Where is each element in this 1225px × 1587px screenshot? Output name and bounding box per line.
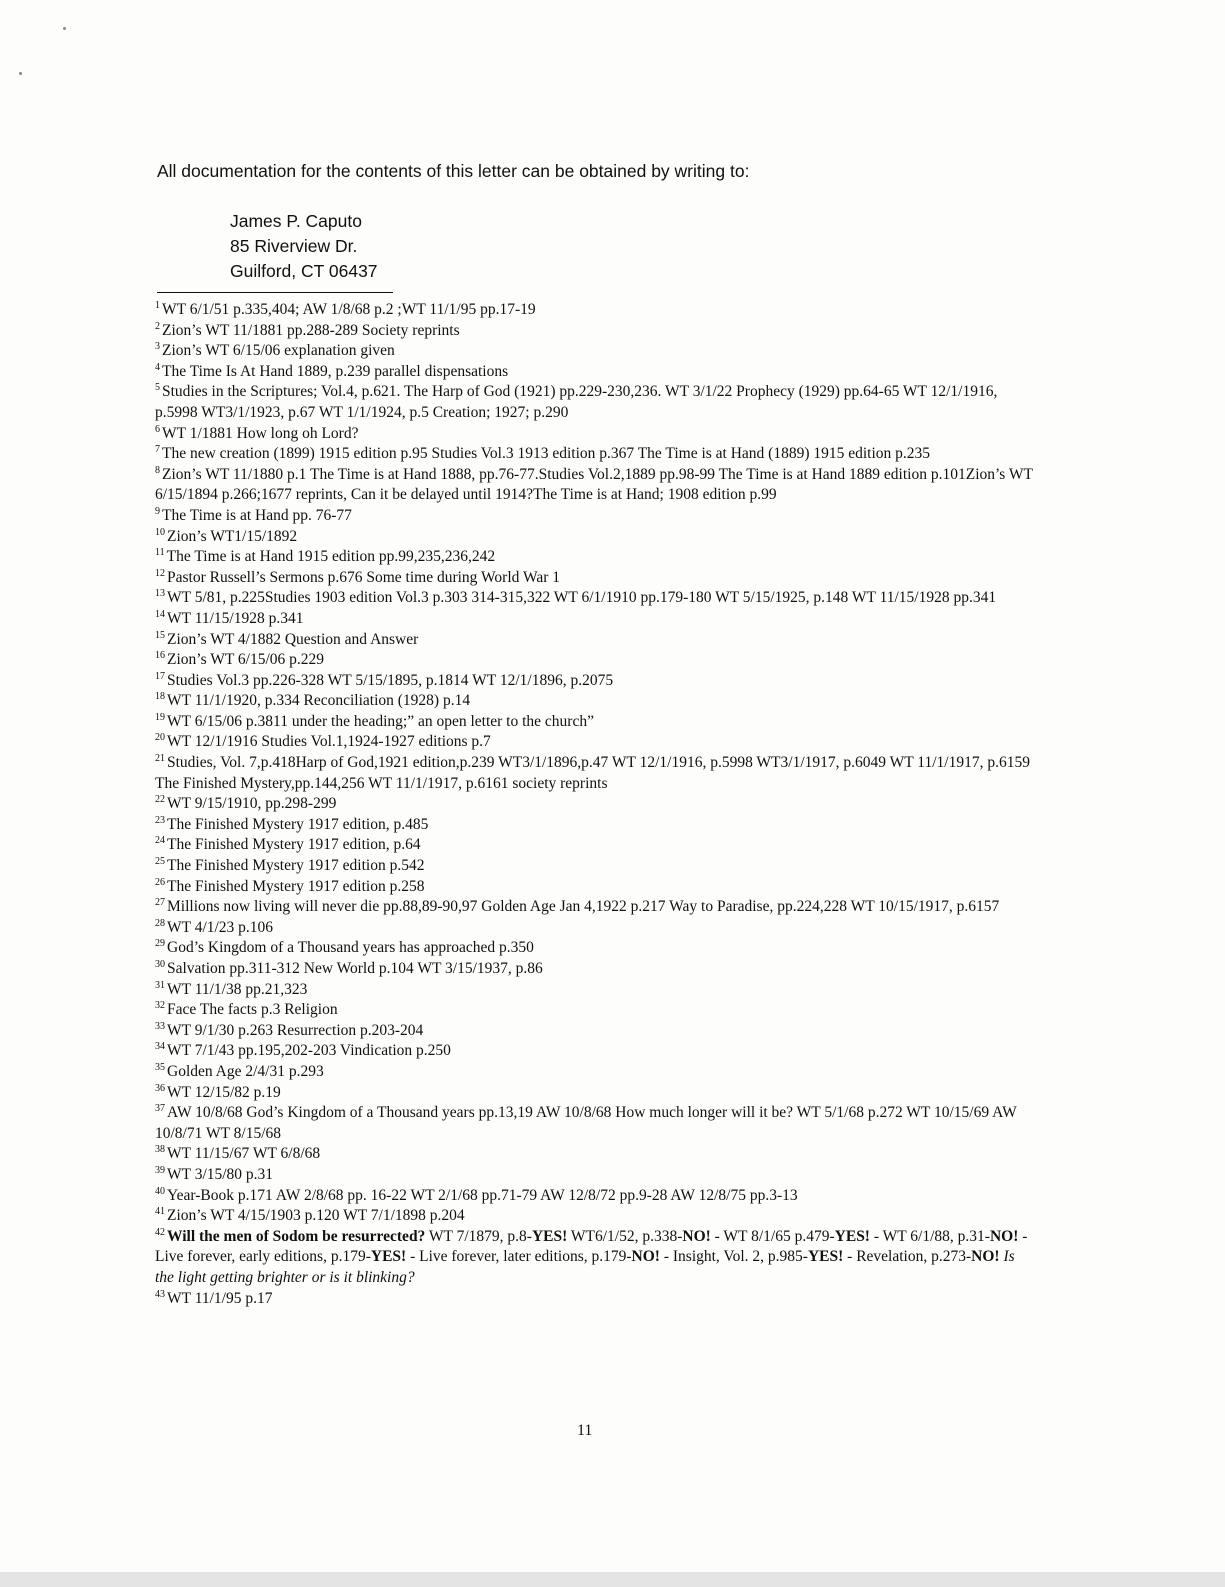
- footnote-item: [155, 1206, 1035, 1227]
- footnote-number: 14: [155, 608, 165, 620]
- footnote-text: Face The facts p.3 Religion: [167, 1001, 338, 1019]
- footnote-item: [155, 1083, 1035, 1104]
- scan-speck: [63, 27, 66, 30]
- footnote-number: 27: [155, 897, 165, 909]
- footnote-number: 5: [155, 382, 160, 394]
- footnote-number: 16: [155, 650, 165, 662]
- footnote-text: Zion’s WT 11/1881 pp.288-289 Society reprints: [162, 321, 460, 339]
- footnote-number: 39: [155, 1164, 165, 1176]
- footnote-item: [155, 856, 1035, 877]
- footnote-number: 34: [155, 1041, 165, 1053]
- footnote-number: 15: [155, 629, 165, 641]
- footnote-item: [155, 938, 1035, 959]
- footnote-text: Studies Vol.3 pp.226-328 WT 5/15/1895, p.1814 WT 12/1/1896, p.2075: [167, 671, 614, 689]
- footnote-item: [155, 609, 1035, 630]
- footnote-item: [155, 300, 1035, 321]
- footnote-text: WT 9/15/1910, pp.298-299: [167, 795, 337, 813]
- footnote-number: 22: [155, 794, 165, 806]
- footnote-text: The Finished Mystery 1917 edition, p.64: [167, 836, 421, 854]
- footnote-item: [155, 1000, 1035, 1021]
- footnote-list: [155, 300, 1035, 1309]
- footnote-text: WT 12/15/82 p.19: [167, 1083, 281, 1101]
- footnote-text: Millions now living will never die pp.88,89-90,97 Golden Age Jan 4,1922 p.217 Way to Paradise, pp.224,228 WT 10/15/1917, p.6157: [167, 898, 1000, 916]
- footnote-item: [155, 547, 1035, 568]
- footnote-separator: [157, 292, 393, 293]
- footnote-text: WT6/1/52, p.338-: [567, 1227, 683, 1245]
- address-city: Guilford, CT 06437: [230, 261, 378, 281]
- footnote-number: 9: [155, 505, 160, 517]
- footnote-item: [155, 712, 1035, 733]
- footnote-text: WT 6/15/06 p.3811 under the heading;” an open letter to the church”: [167, 712, 594, 730]
- footnote-text: The Time is at Hand pp. 76-77: [162, 506, 352, 524]
- footnote-item: [155, 444, 1035, 465]
- footnote-text: AW 10/8/68 God’s Kingdom of a Thousand years pp.13,19 AW 10/8/68 How much longer will it be? WT 5/1/68 p.272 WT 10/15/69 AW 10/8/71 WT 8/15/68: [155, 1104, 1017, 1142]
- footnote-text: WT 6/1/51 p.335,404; AW 1/8/68 p.2 ;WT 11/1/95 pp.17-19: [162, 301, 536, 318]
- footnote-text: The Finished Mystery 1917 edition p.542: [167, 857, 425, 875]
- footnote-text: WT 4/1/23 p.106: [167, 918, 274, 936]
- footnote-number: 41: [155, 1206, 165, 1218]
- footnote-text: Pastor Russell’s Sermons p.676 Some time during World War 1: [167, 568, 561, 586]
- footnote-text: NO!: [682, 1227, 711, 1245]
- page-number: 11: [577, 1422, 593, 1439]
- footnote-item: [155, 1041, 1035, 1062]
- footnote-number: 17: [155, 670, 165, 682]
- footnote-text: WT 11/15/67 WT 6/8/68: [167, 1145, 321, 1163]
- footnote-item: [155, 877, 1035, 898]
- address-street: 85 Riverview Dr.: [230, 236, 358, 256]
- footnote-item: [155, 568, 1035, 589]
- footnote-item: [155, 362, 1035, 383]
- footnote-item: [155, 980, 1035, 1001]
- footnote-item: [155, 1103, 1035, 1144]
- footnote-number: 19: [155, 711, 165, 723]
- footnote-item: [155, 1144, 1035, 1165]
- footnote-text: NO!: [631, 1248, 660, 1266]
- footnote-text: Salvation pp.311-312 New World p.104 WT 3/15/1937, p.86: [167, 960, 543, 977]
- scan-speck: [19, 72, 22, 75]
- footnote-item: [155, 897, 1035, 918]
- scan-bottom-edge: [0, 1572, 1225, 1587]
- footnote-number: 7: [155, 444, 160, 456]
- footnote-text: WT 11/1/38 pp.21,323: [167, 980, 308, 998]
- footnote-text: Zion’s WT1/15/1892: [167, 527, 298, 545]
- address-name: James P. Caputo: [230, 211, 362, 231]
- footnote-text: - Live forever, later editions, p.179-: [406, 1248, 632, 1266]
- footnote-number: 8: [155, 464, 160, 476]
- footnote-text: The new creation (1899) 1915 edition p.95 Studies Vol.3 1913 edition p.367 The Time is at Hand (1889) 1915 edition p.235: [162, 445, 931, 463]
- footnote-text: WT 1/1881 How long oh Lord?: [162, 424, 359, 442]
- footnote-item: [155, 341, 1035, 362]
- footnote-text: Golden Age 2/4/31 p.293: [167, 1062, 324, 1080]
- footnote-number: 35: [155, 1061, 165, 1073]
- footnote-number: 38: [155, 1144, 165, 1156]
- mailing-address: [230, 209, 378, 284]
- footnote-number: 25: [155, 856, 165, 868]
- footnote-number: 40: [155, 1185, 165, 1197]
- footnote-text: Zion’s WT 4/1882 Question and Answer: [167, 630, 419, 648]
- footnote-item: [155, 1186, 1035, 1207]
- footnote-text: WT 7/1879, p.8-: [425, 1227, 532, 1245]
- footnote-text: NO!: [971, 1248, 1000, 1266]
- footnote-item: [155, 1289, 1035, 1310]
- intro-text: All documentation for the contents of this letter can be obtained by writing to:: [157, 161, 750, 181]
- footnote-number: 33: [155, 1020, 165, 1032]
- footnote-item: [155, 321, 1035, 342]
- footnote-text: YES!: [807, 1248, 844, 1266]
- footnote-text: YES!: [370, 1248, 407, 1266]
- footnote-item: [155, 918, 1035, 939]
- footnote-number: 10: [155, 526, 165, 538]
- footnote-item: [155, 382, 1035, 423]
- footnote-number: 2: [155, 320, 160, 332]
- footnote-item: [155, 506, 1035, 527]
- footnote-item: [155, 1062, 1035, 1083]
- footnote-number: 20: [155, 732, 165, 744]
- footnote-item: [155, 794, 1035, 815]
- footnote-item: [155, 691, 1035, 712]
- footnote-text: Studies in the Scriptures; Vol.4, p.621. The Harp of God (1921) pp.229-230,236. WT 3/1/22 Prophecy (1929) pp.64-65 WT 12/1/1916, p.5998 WT3/1/1923, p.67 WT 1/1/1924, p.5 Creation; 1927; p.290: [155, 383, 998, 421]
- footnote-item: [155, 732, 1035, 753]
- footnote-item: [155, 753, 1035, 794]
- footnote-text: The Finished Mystery 1917 edition, p.485: [167, 815, 429, 833]
- footnote-number: 23: [155, 814, 165, 826]
- footnote-item: [155, 650, 1035, 671]
- footnote-text: The Time is at Hand 1915 edition pp.99,235,236,242: [166, 548, 496, 566]
- footnote-text: - WT 6/1/88, p.31-: [869, 1227, 990, 1245]
- footnote-item: [155, 1021, 1035, 1042]
- footnote-text: - Revelation, p.273-: [843, 1248, 972, 1266]
- footnote-text: WT 5/81, p.225Studies 1903 edition Vol.3 p.303 314-315,322 WT 6/1/1910 pp.179-180 WT 5/15/1925, p.148 WT 11/15/1928 pp.341: [167, 589, 997, 607]
- footnote-text: Zion’s WT 6/15/06 explanation given: [162, 342, 395, 360]
- footnote-number: 42: [155, 1226, 165, 1238]
- footnote-number: 11: [155, 547, 165, 559]
- footnote-text: WT 3/15/80 p.31: [167, 1165, 274, 1183]
- footnote-number: 26: [155, 876, 165, 888]
- footnote-number: 24: [155, 835, 165, 847]
- footnote-text: - Live forever, early editions, p.179-: [155, 1227, 1028, 1266]
- footnote-number: 43: [155, 1288, 165, 1300]
- footnote-text: WT 12/1/1916 Studies Vol.1,1924-1927 editions p.7: [167, 733, 491, 751]
- footnote-item: [155, 815, 1035, 836]
- footnote-text: Year-Book p.171 AW 2/8/68 pp. 16-22 WT 2/1/68 pp.71-79 AW 12/8/72 pp.9-28 AW 12/8/75 pp.3-13: [167, 1186, 798, 1204]
- footnote-text: The Finished Mystery 1917 edition p.258: [167, 877, 425, 895]
- footnote-text: Zion’s WT 11/1880 p.1 The Time is at Hand 1888, pp.76-77.Studies Vol.2,1889 pp.98-99 The Time is at Hand 1889 edition p.101Zion’s WT 6/15/1894 p.266;1677 reprints, Can it be delayed until 1914?The Time is at Hand; 1908 edition p.99: [155, 465, 1033, 504]
- footnote-item: [155, 671, 1035, 692]
- footnote-text: WT 11/15/1928 p.341: [167, 609, 304, 627]
- footnote-item: [155, 588, 1035, 609]
- footnote-number: 36: [155, 1082, 165, 1094]
- footnote-item: [155, 527, 1035, 548]
- footnote-text: Zion’s WT 6/15/06 p.229: [167, 651, 325, 669]
- footnote-number: 13: [155, 588, 165, 600]
- footnote-number: 31: [155, 979, 165, 991]
- footnote-item: [155, 1227, 1035, 1289]
- footnote-item: [155, 959, 1035, 980]
- footnote-number: 28: [155, 917, 165, 929]
- footnote-number: 29: [155, 938, 165, 950]
- footnote-text: Studies, Vol. 7,p.418Harp of God,1921 edition,p.239 WT3/1/1896,p.47 WT 12/1/1916, p.5998 WT3/1/1917, p.6049 WT 11/1/1917, p.6159 The Finished Mystery,pp.144,256 WT 11/1/1917, p.6161 society reprints: [155, 754, 1030, 792]
- footnote-text: YES!: [834, 1227, 870, 1245]
- footnote-text: WT 11/1/1920, p.334 Reconciliation (1928) p.14: [167, 692, 471, 710]
- footnote-text: Zion’s WT 4/15/1903 p.120 WT 7/1/1898 p.204: [167, 1207, 465, 1225]
- footnote-text: - WT 8/1/65 p.479-: [710, 1227, 835, 1245]
- footnote-item: [155, 465, 1035, 506]
- footnote-text: God’s Kingdom of a Thousand years has approached p.350: [167, 939, 534, 957]
- footnote-number: 12: [155, 567, 165, 579]
- footnote-text: WT 7/1/43 pp.195,202-203 Vindication p.250: [167, 1042, 451, 1060]
- footnote-text: WT 9/1/30 p.263 Resurrection p.203-204: [167, 1021, 424, 1039]
- footnote-text: - Insight, Vol. 2, p.985-: [659, 1248, 808, 1266]
- footnote-item: [155, 835, 1035, 856]
- footnote-item: [155, 1165, 1035, 1186]
- footnote-text: Is the light getting brighter or is it blinking?: [155, 1248, 1015, 1286]
- footnote-number: 1: [155, 300, 160, 311]
- footnote-number: 21: [155, 753, 165, 765]
- footnote-text: Will the men of Sodom be resurrected?: [167, 1227, 426, 1245]
- footnote-number: 3: [155, 341, 160, 353]
- footnote-text: The Time Is At Hand 1889, p.239 parallel dispensations: [162, 362, 509, 380]
- footnote-item: [155, 424, 1035, 445]
- footnote-text: NO!: [989, 1227, 1019, 1245]
- footnote-number: 6: [155, 423, 160, 435]
- footnote-item: [155, 630, 1035, 651]
- footnote-text: WT 11/1/95 p.17: [167, 1289, 273, 1307]
- footnote-number: 18: [155, 691, 165, 703]
- footnote-number: 32: [155, 1000, 165, 1012]
- footnote-text: YES!: [531, 1227, 568, 1245]
- footnote-number: 30: [155, 959, 165, 970]
- footnote-number: 4: [155, 361, 160, 373]
- footnote-number: 37: [155, 1103, 165, 1115]
